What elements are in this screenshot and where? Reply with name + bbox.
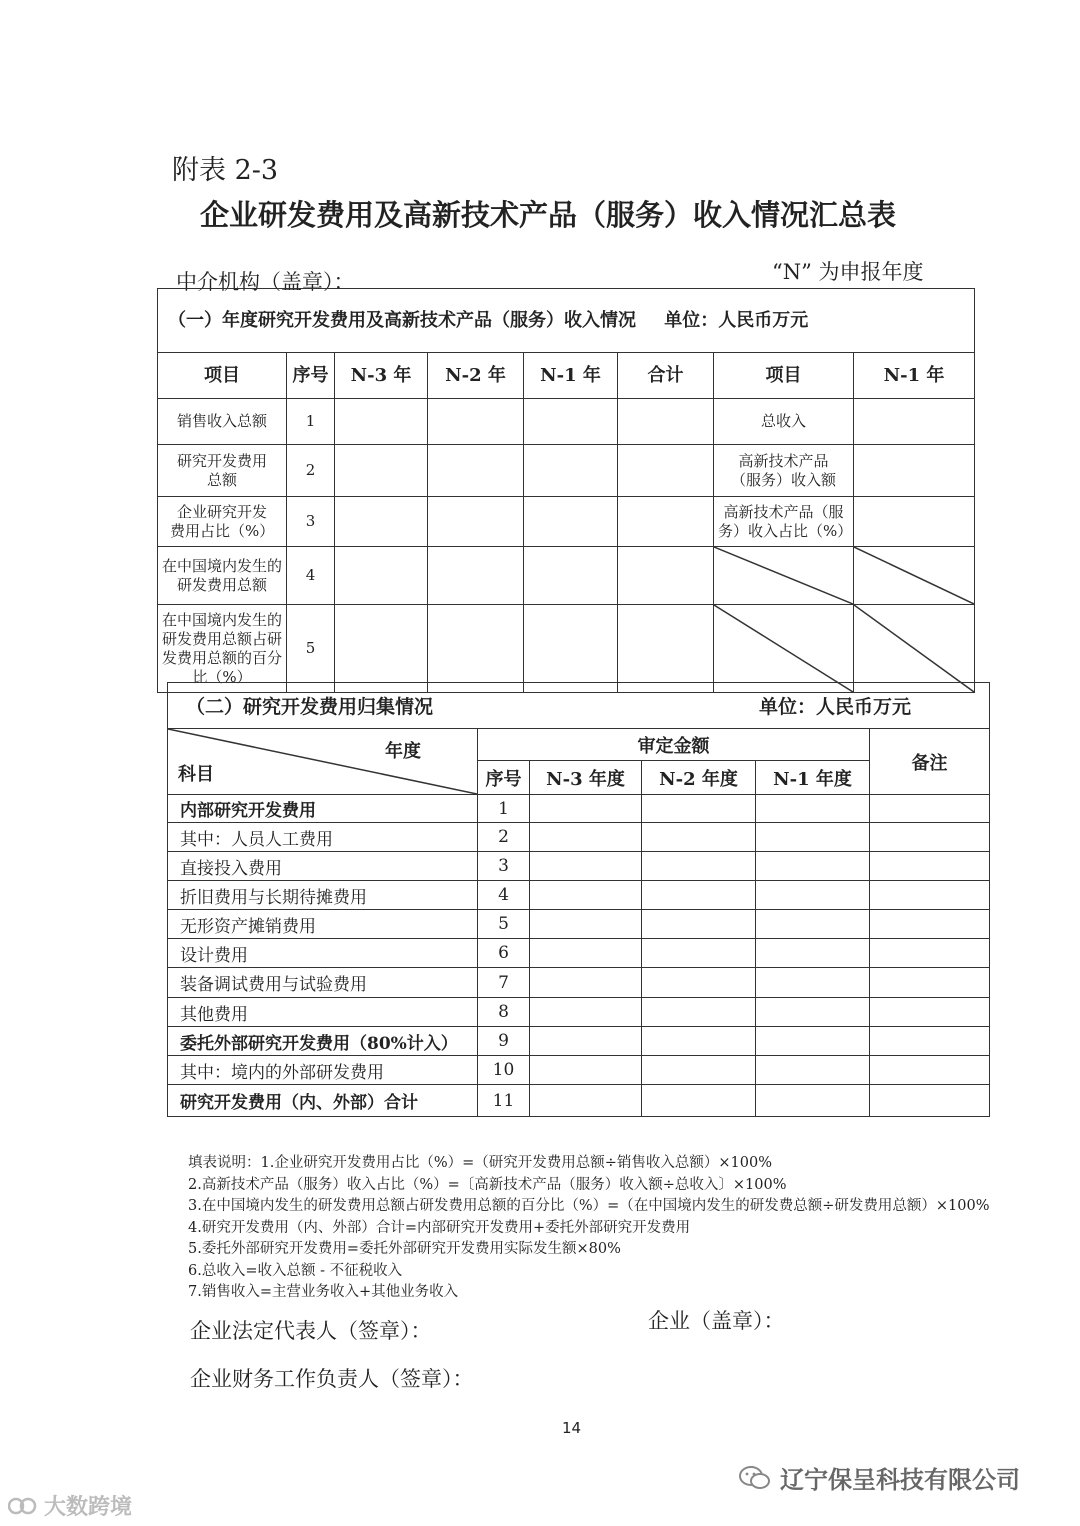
right-item: 总收入 <box>714 399 854 445</box>
col-header: 合计 <box>618 353 714 399</box>
section2-table <box>167 682 990 1117</box>
cell[interactable] <box>428 605 524 693</box>
row-subject: 其中：境内的外部研发费用 <box>168 1056 478 1085</box>
col-header: N-3 年度 <box>530 761 642 795</box>
diagonal-line <box>854 605 974 692</box>
remarks-header: 备注 <box>870 729 990 795</box>
cell[interactable] <box>854 497 975 547</box>
section2-unit: 单位：人民币万元 <box>758 696 911 718</box>
watermark-left <box>8 1490 132 1521</box>
corner-cell <box>168 729 478 795</box>
cell[interactable] <box>642 881 756 910</box>
logo-icon <box>8 1495 38 1517</box>
note-line: 填表说明：1.企业研究开发费用占比（%）=（研究开发费用总额÷销售收入总额）×100% <box>188 1155 773 1171</box>
table-row <box>168 795 990 823</box>
table-row <box>158 497 975 547</box>
row-no: 9 <box>478 1027 530 1056</box>
cell[interactable] <box>530 1085 642 1117</box>
cell[interactable] <box>756 1027 870 1056</box>
cell[interactable] <box>428 547 524 605</box>
note-line: 7.销售收入=主营业务收入+其他业务收入 <box>188 1284 459 1300</box>
cell[interactable] <box>524 399 618 445</box>
row-item: 在中国境内发生的研发费用总额 <box>158 547 287 605</box>
section1-title: （一）年度研究开发费用及高新技术产品（服务）收入情况 <box>168 310 636 331</box>
watermark-right <box>738 1460 1020 1495</box>
note-line: 5.委托外部研究开发费用=委托外部研究开发费用实际发生额×80% <box>188 1241 621 1257</box>
table-row <box>158 445 975 497</box>
finance-head-signature: 企业财务工作负责人（签章）： <box>190 1367 474 1391</box>
row-no: 3 <box>287 497 335 547</box>
cell[interactable] <box>428 497 524 547</box>
agency-label: 中介机构（盖章）： <box>176 270 355 294</box>
col-header: N-1 年 <box>854 353 975 399</box>
row-subject: 委托外部研究开发费用（80%计入） <box>168 1027 478 1056</box>
page-title: 企业研发费用及高新技术产品（服务）收入情况汇总表 <box>200 198 897 232</box>
cell[interactable] <box>530 795 642 823</box>
note-line: 2.高新技术产品（服务）收入占比（%）=〔高新技术产品（服务）收入额÷总收入〕×100% <box>188 1176 787 1193</box>
cell[interactable] <box>530 910 642 939</box>
cell[interactable] <box>870 910 990 939</box>
row-subject: 直接投入费用 <box>168 852 478 881</box>
row-subject: 其他费用 <box>168 998 478 1027</box>
cell[interactable] <box>854 445 975 497</box>
cell[interactable] <box>756 1056 870 1085</box>
right-item: 高新技术产品（服务）收入额 <box>714 445 854 497</box>
cell[interactable] <box>618 605 714 693</box>
cell[interactable] <box>642 910 756 939</box>
cell[interactable] <box>428 399 524 445</box>
wechat-icon <box>738 1464 772 1492</box>
cell[interactable] <box>870 881 990 910</box>
section1-header-row <box>158 353 975 399</box>
col-header: N-2 年度 <box>642 761 756 795</box>
row-no: 5 <box>478 910 530 939</box>
table-row <box>158 547 975 605</box>
cell[interactable] <box>618 547 714 605</box>
table-row <box>158 399 975 445</box>
cell[interactable] <box>642 968 756 998</box>
cell[interactable] <box>756 968 870 998</box>
note-line: 6.总收入=收入总额 - 不征税收入 <box>188 1262 403 1279</box>
corner-year: 年度 <box>385 741 421 762</box>
cell[interactable] <box>870 939 990 968</box>
cell[interactable] <box>335 399 428 445</box>
table-row <box>168 1056 990 1085</box>
cell[interactable] <box>756 795 870 823</box>
note-line: 3.在中国境内发生的研发费用总额占研发费用总额的百分比（%）=（在中国境内发生的研发费总额÷研发费用总额）×100% <box>188 1198 990 1214</box>
table-row <box>168 998 990 1027</box>
note-line: 4.研究开发费用（内、外部）合计=内部研究开发费用+委托外部研究开发费用 <box>188 1219 691 1236</box>
col-header: 项目 <box>158 353 287 399</box>
cell[interactable] <box>870 852 990 881</box>
col-header: N-2 年 <box>428 353 524 399</box>
cell[interactable] <box>335 547 428 605</box>
cell[interactable] <box>530 1027 642 1056</box>
cell[interactable] <box>756 998 870 1027</box>
cell[interactable] <box>756 852 870 881</box>
cell[interactable] <box>530 852 642 881</box>
cell[interactable] <box>618 445 714 497</box>
cell[interactable] <box>618 399 714 445</box>
cell[interactable] <box>642 998 756 1027</box>
section2-title: （二）研究开发费用归集情况 <box>186 696 434 718</box>
cell[interactable] <box>870 1085 990 1117</box>
cell[interactable] <box>642 939 756 968</box>
table-row <box>168 939 990 968</box>
row-subject: 无形资产摊销费用 <box>168 910 478 939</box>
n-year-note: “N” 为申报年度 <box>772 260 924 284</box>
cell[interactable] <box>642 1056 756 1085</box>
table-row <box>168 1027 990 1056</box>
table-row <box>168 823 990 852</box>
cell[interactable] <box>756 939 870 968</box>
right-item: 高新技术产品（服务）收入占比（%） <box>714 497 854 547</box>
col-header: N-1 年 <box>524 353 618 399</box>
diagonal-line <box>854 547 974 604</box>
section1-header <box>158 289 975 353</box>
cell[interactable] <box>870 1056 990 1085</box>
row-item: 研究开发费用总额 <box>158 445 287 497</box>
audited-amount-header: 审定金额 <box>478 729 870 761</box>
cell[interactable] <box>530 881 642 910</box>
col-header: 序号 <box>478 761 530 795</box>
cell[interactable] <box>870 1027 990 1056</box>
cell[interactable] <box>335 445 428 497</box>
row-no: 3 <box>478 852 530 881</box>
cell[interactable] <box>642 795 756 823</box>
cell[interactable] <box>618 497 714 547</box>
cell[interactable] <box>756 881 870 910</box>
cell[interactable] <box>642 1085 756 1117</box>
cell[interactable] <box>428 445 524 497</box>
cell[interactable] <box>335 605 428 693</box>
cell[interactable] <box>530 823 642 852</box>
col-header: 项目 <box>714 353 854 399</box>
row-item: 销售收入总额 <box>158 399 287 445</box>
row-no: 2 <box>478 823 530 852</box>
diagonal-line <box>168 729 477 794</box>
row-no: 11 <box>478 1085 530 1117</box>
row-no: 10 <box>478 1056 530 1085</box>
table-row <box>168 968 990 998</box>
row-item: 在中国境内发生的研发费用总额占研发费用总额的百分比（%） <box>158 605 287 693</box>
notes <box>188 1153 990 1304</box>
cell[interactable] <box>335 497 428 547</box>
diagonal-cell <box>854 605 975 693</box>
cell[interactable] <box>870 968 990 998</box>
row-no: 4 <box>478 881 530 910</box>
row-subject: 其中：人员人工费用 <box>168 823 478 852</box>
diagonal-cell <box>854 547 975 605</box>
corner-subject: 科目 <box>178 764 214 785</box>
cell[interactable] <box>524 497 618 547</box>
cell[interactable] <box>524 445 618 497</box>
cell[interactable] <box>642 1027 756 1056</box>
row-no: 6 <box>478 939 530 968</box>
row-no: 1 <box>478 795 530 823</box>
row-no: 7 <box>478 968 530 998</box>
col-header: N-1 年度 <box>756 761 870 795</box>
row-no: 1 <box>287 399 335 445</box>
table-row <box>168 910 990 939</box>
watermark-right-text: 辽宁保呈科技有限公司 <box>780 1466 1020 1494</box>
row-no: 8 <box>478 998 530 1027</box>
cell[interactable] <box>642 852 756 881</box>
enterprise-seal: 企业（盖章）： <box>648 1309 785 1333</box>
diagonal-line <box>714 547 853 604</box>
row-no: 4 <box>287 547 335 605</box>
diagonal-cell <box>714 547 854 605</box>
diagonal-cell <box>714 605 854 693</box>
row-subject: 设计费用 <box>168 939 478 968</box>
cell[interactable] <box>756 910 870 939</box>
table-row <box>168 852 990 881</box>
page-number: 14 <box>562 1419 582 1437</box>
row-subject: 装备调试费用与试验费用 <box>168 968 478 998</box>
cell[interactable] <box>870 998 990 1027</box>
cell[interactable] <box>870 795 990 823</box>
section1-table <box>157 288 975 693</box>
cell[interactable] <box>854 399 975 445</box>
appendix-label: 附表 2-3 <box>172 155 279 186</box>
row-no: 5 <box>287 605 335 693</box>
row-item: 企业研究开发费用占比（%） <box>158 497 287 547</box>
cell[interactable] <box>756 1085 870 1117</box>
row-subject: 折旧费用与长期待摊费用 <box>168 881 478 910</box>
table-row <box>158 605 975 693</box>
cell[interactable] <box>642 823 756 852</box>
row-subject: 研究开发费用（内、外部）合计 <box>168 1085 478 1117</box>
legal-rep-signature: 企业法定代表人（签章）： <box>190 1319 432 1343</box>
col-header: N-3 年 <box>335 353 428 399</box>
cell[interactable] <box>756 823 870 852</box>
table-row <box>168 881 990 910</box>
row-subject: 内部研究开发费用 <box>168 795 478 823</box>
cell[interactable] <box>524 547 618 605</box>
cell[interactable] <box>530 1056 642 1085</box>
watermark-left-text: 大数跨境 <box>44 1495 133 1520</box>
section1-unit: 单位：人民币万元 <box>664 310 809 331</box>
diagonal-line <box>714 605 853 692</box>
cell[interactable] <box>530 939 642 968</box>
section2-header <box>168 683 990 729</box>
table-row <box>168 1085 990 1117</box>
row-no: 2 <box>287 445 335 497</box>
cell[interactable] <box>870 823 990 852</box>
cell[interactable] <box>530 968 642 998</box>
cell[interactable] <box>524 605 618 693</box>
cell[interactable] <box>530 998 642 1027</box>
col-header: 序号 <box>287 353 335 399</box>
